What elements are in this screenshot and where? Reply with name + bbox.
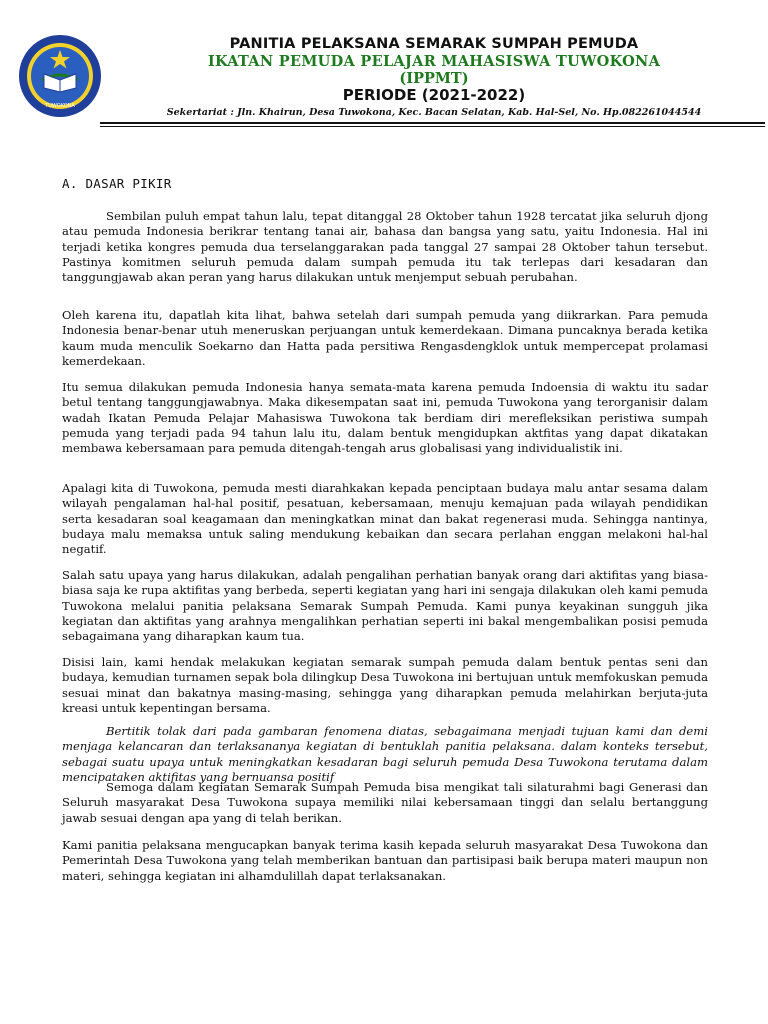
organization-logo — [18, 34, 102, 118]
paragraph: Salah satu upaya yang harus dilakukan, adalah pengalihan perhatian banyak orang dari aktifitas yang biasa-biasa saja ke rupa aktifitas yang berbeda, seperti kegiatan yang hari ini sengaja dilakukan oleh kami pemuda Tuwokona melalui panitia pelaksana Semarak Sumpah Pemuda. Kami punya keyakinan sungguh jika kegiatan dan aktifitas yang arahnya mengalihkan perhatian seperti ini bakal mengembalikan posisi pemuda sebagaimana yang diharapkan kaum tua. — [62, 568, 708, 644]
org-period: PERIODE (2021-2022) — [342, 86, 526, 104]
paragraph: Itu semua dilakukan pemuda Indonesia hanya semata-mata karena pemuda Indoensia di waktu itu sadar betul tentang tanggungjawabnya. Maka dikesempatan saat ini, pemuda Tuwokona yang terorganisir dalam wadah Ikatan Pemuda Pelajar Mahasiswa Tuwokona tak berdiam diri merefleksikan peristiwa sumpah pemuda yang terjadi pada 94 tahun lalu itu, dalam bentuk mengidupkan aktfitas yang dapat dikatakan membawa kebersamaan para pemuda ditengah-tengah arus globalisasi yang individualistik ini. — [62, 380, 708, 456]
paragraph: Sembilan puluh empat tahun lalu, tepat ditanggal 28 Oktober tahun 1928 tercatat jika seluruh djong atau pemuda Indonesia berikrar tentang tanai air, bahasa dan bangsa yang satu, yaitu Indonesia. Hal ini terjadi ketika kongres pemuda dua terselanggarakan pada tanggal 27 sampai 28 Oktober tahun tersebut. Pastinya komitmen seluruh pemuda dalam sumpah pemuda itu tak terlepas dari kesadaran dan tanggungjawab akan peran yang harus dilakukan untuk menjemput sebuah perubahan. — [62, 209, 708, 285]
org-committee-title: PANITIA PELAKSANA SEMARAK SUMPAH PEMUDA — [229, 36, 639, 52]
paragraph: Apalagi kita di Tuwokona, pemuda mesti diarahkakan kepada penciptaan budaya malu antar sesama dalam wilayah pengalaman hal-hal positif, pesatuan, kebersamaan, menuju kemajuan pada wilayah pendidikan serta kesadaran soal keagamaan dan meningkatkan minat dan bakat regenerasi muda. Sehingga nantinya, budaya malu memaksa untuk saling mendukung kebaikan dan secara perlahan enggan melakoni hal-hal negatif. — [62, 481, 708, 557]
header-divider-thin — [100, 126, 765, 127]
paragraph: Kami panitia pelaksana mengucapkan banyak terima kasih kepada seluruh masyarakat Desa Tuwokona dan Pemerintah Desa Tuwokona yang telah memberikan bantuan dan partisipasi baik berupa materi maupun non materi, sehingga kegiatan ini alhamdulillah dapat terlaksanakan. — [62, 838, 708, 883]
secretariat-address: Sekertariat : Jln. Khairun, Desa Tuwokona, Kec. Bacan Selatan, Kab. Hal-Sel, No. Hp.082261044544 — [166, 107, 702, 118]
org-abbreviation: (IPPMT) — [399, 70, 469, 87]
header-divider — [100, 122, 765, 124]
paragraph: Semoga dalam kegiatan Semarak Sumpah Pemuda bisa mengikat tali silaturahmi bagi Generasi dan Seluruh masyarakat Desa Tuwokona supaya memiliki nilai kebersamaan tinggi dan selalu bertanggung jawab sesuai dengan apa yang di telah berikan. — [62, 780, 708, 825]
paragraph: Oleh karena itu, dapatlah kita lihat, bahwa setelah dari sumpah pemuda yang diikrarkan. Para pemuda Indonesia benar-benar utuh meneruskan perjuangan untuk kemerdekaan. Dimana puncaknya berada ketika kaum muda menculik Soekarno dan Hatta pada persitiwa Rengasdengklok untuk mempercepat prolamasi kemerdekaan. — [62, 308, 708, 368]
letterhead — [0, 0, 768, 130]
paragraph: Disisi lain, kami hendak melakukan kegiatan semarak sumpah pemuda dalam bentuk pentas seni dan budaya, kemudian turnamen sepak bola dilingkup Desa Tuwokona ini bertujuan untuk memfokuskan pemuda sesuai minat dan bakatnya masing-masing, sehingga yang diharapkan pemuda melahirkan berjuta-juta kreasi untuk kepentingan bersama. — [62, 655, 708, 715]
org-name: IKATAN PEMUDA PELAJAR MAHASISWA TUWOKONA — [207, 53, 661, 70]
section-heading: A. DASAR PIKIR — [62, 176, 172, 191]
paragraph-italic: Bertitik tolak dari pada gambaran fenomena diatas, sebagaimana menjadi tujuan kami dan demi menjaga kelancaran dan terlaksananya kegiatan di bentuklah panitia pelaksana. dalam konteks tersebut, sebagai suatu upaya untuk meningkatkan kesadaran bagi seluruh pemuda Desa Tuwokona terutama dalam mencipataken aktifitas yang bernuansa positif — [62, 724, 708, 784]
logo-text: TUWOKONA — [45, 103, 75, 109]
